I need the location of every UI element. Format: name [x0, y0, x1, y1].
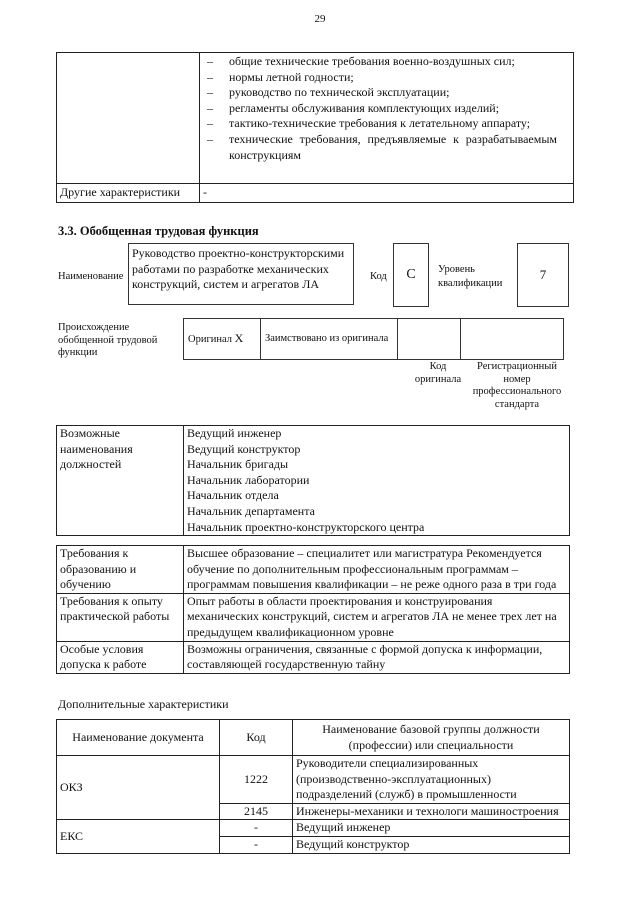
continuation-table [56, 52, 574, 203]
requirements-table [56, 545, 570, 674]
okz-code: 2145 [220, 803, 293, 820]
name-label: Наименование [58, 271, 124, 282]
extra-table [56, 719, 570, 854]
okz-label: ОКЗ [57, 756, 220, 820]
education-value: Высшее образование – специалитет или магистратура Рекомендуется обучение по дополнительным профессиональным программам – программам повышения квалификации – не реже одного раза в три года [184, 546, 570, 594]
original-mark: X [234, 331, 244, 346]
bullet-list [203, 54, 557, 163]
section-title: 3.3. Обобщенная трудовая функция [58, 224, 259, 238]
eks-label: ЕКС [57, 820, 220, 853]
bullet-item: – руководство по технической эксплуатации; [203, 85, 557, 101]
reg-number-caption: Регистрационный номер профессионального стандарта [472, 361, 562, 410]
function-name-text: Руководство проектно-конструкторскими работами по разработке механических конструкций, систем и агрегатов ЛА [132, 246, 345, 292]
code-original-cell [398, 319, 461, 360]
other-characteristics-label: Другие характеристики [57, 184, 200, 203]
code-value: C [406, 267, 416, 282]
experience-label: Требования к опыту практической работы [57, 593, 184, 641]
continuation-label-cell [57, 53, 200, 184]
other-characteristics-value: - [200, 184, 574, 203]
function-name-box [128, 243, 354, 305]
header-code: Код [220, 720, 293, 756]
eks-name: Ведущий конструктор [293, 836, 570, 853]
page-number: 29 [314, 13, 326, 25]
level-box [517, 243, 569, 307]
bullet-item: – регламенты обслуживания комплектующих изделий; [203, 101, 557, 117]
header-group: Наименование базовой группы должности (профессии) или специальности [293, 720, 570, 756]
continuation-bullets-cell [200, 53, 574, 184]
extra-title: Дополнительные характеристики [58, 697, 229, 711]
header-document: Наименование документа [57, 720, 220, 756]
position-item: Начальник департамента [187, 503, 315, 518]
special-conditions-label: Особые условия допуска к работе [57, 641, 184, 673]
position-item: Начальник отдела [187, 488, 279, 503]
borrowed-cell: Заимствовано из оригинала [261, 319, 398, 360]
original-text: Оригинал [188, 334, 232, 346]
experience-value: Опыт работы в области проектирования и конструирования механических конструкций, систем и агрегатов ЛА не менее трех лет на предыдущем квалификационном уровне [184, 593, 570, 641]
eks-name: Ведущий инженер [293, 820, 570, 837]
original-cell [184, 319, 261, 360]
eks-code: - [220, 820, 293, 837]
reg-number-cell [461, 319, 564, 360]
okz-name: Инженеры-механики и технологи машиностроения [293, 803, 570, 820]
code-original-caption: Код оригинала [414, 361, 462, 385]
origin-label: Происхождение обобщенной трудовой функции [58, 322, 158, 359]
bullet-item: – общие технические требования военно-воздушных сил; [203, 54, 557, 70]
level-value: 7 [539, 267, 547, 282]
position-item: Начальник проектно-конструкторского центра [187, 519, 425, 534]
position-item: Начальник бригады [187, 457, 289, 472]
eks-code: - [220, 836, 293, 853]
positions-list [184, 426, 570, 536]
position-item: Начальник лаборатории [187, 472, 310, 487]
code-box [393, 243, 429, 307]
special-conditions-value: Возможны ограничения, связанные с формой допуска к информации, составляющей государственную тайну [184, 641, 570, 673]
code-label: Код [370, 271, 387, 282]
position-item: Ведущий конструктор [187, 441, 301, 456]
position-item: Ведущий инженер [187, 426, 282, 440]
positions-label: Возможные наименования должностей [57, 426, 184, 536]
positions-table [56, 425, 570, 536]
bullet-item: – тактико-технические требования к летательному аппарату; [203, 116, 557, 132]
okz-name: Руководители специализированных (производственно-эксплуатационных) подразделений (служб) в промышленности [293, 756, 570, 804]
okz-code: 1222 [220, 756, 293, 804]
bullet-item: – технические требования, предъявляемые к разрабатываемым конструкциям [203, 132, 557, 163]
level-label: Уровень квалификации [438, 264, 503, 289]
origin-table [183, 318, 564, 360]
bullet-item: – нормы летной годности; [203, 70, 557, 86]
education-label: Требования к образованию и обучению [57, 546, 184, 594]
